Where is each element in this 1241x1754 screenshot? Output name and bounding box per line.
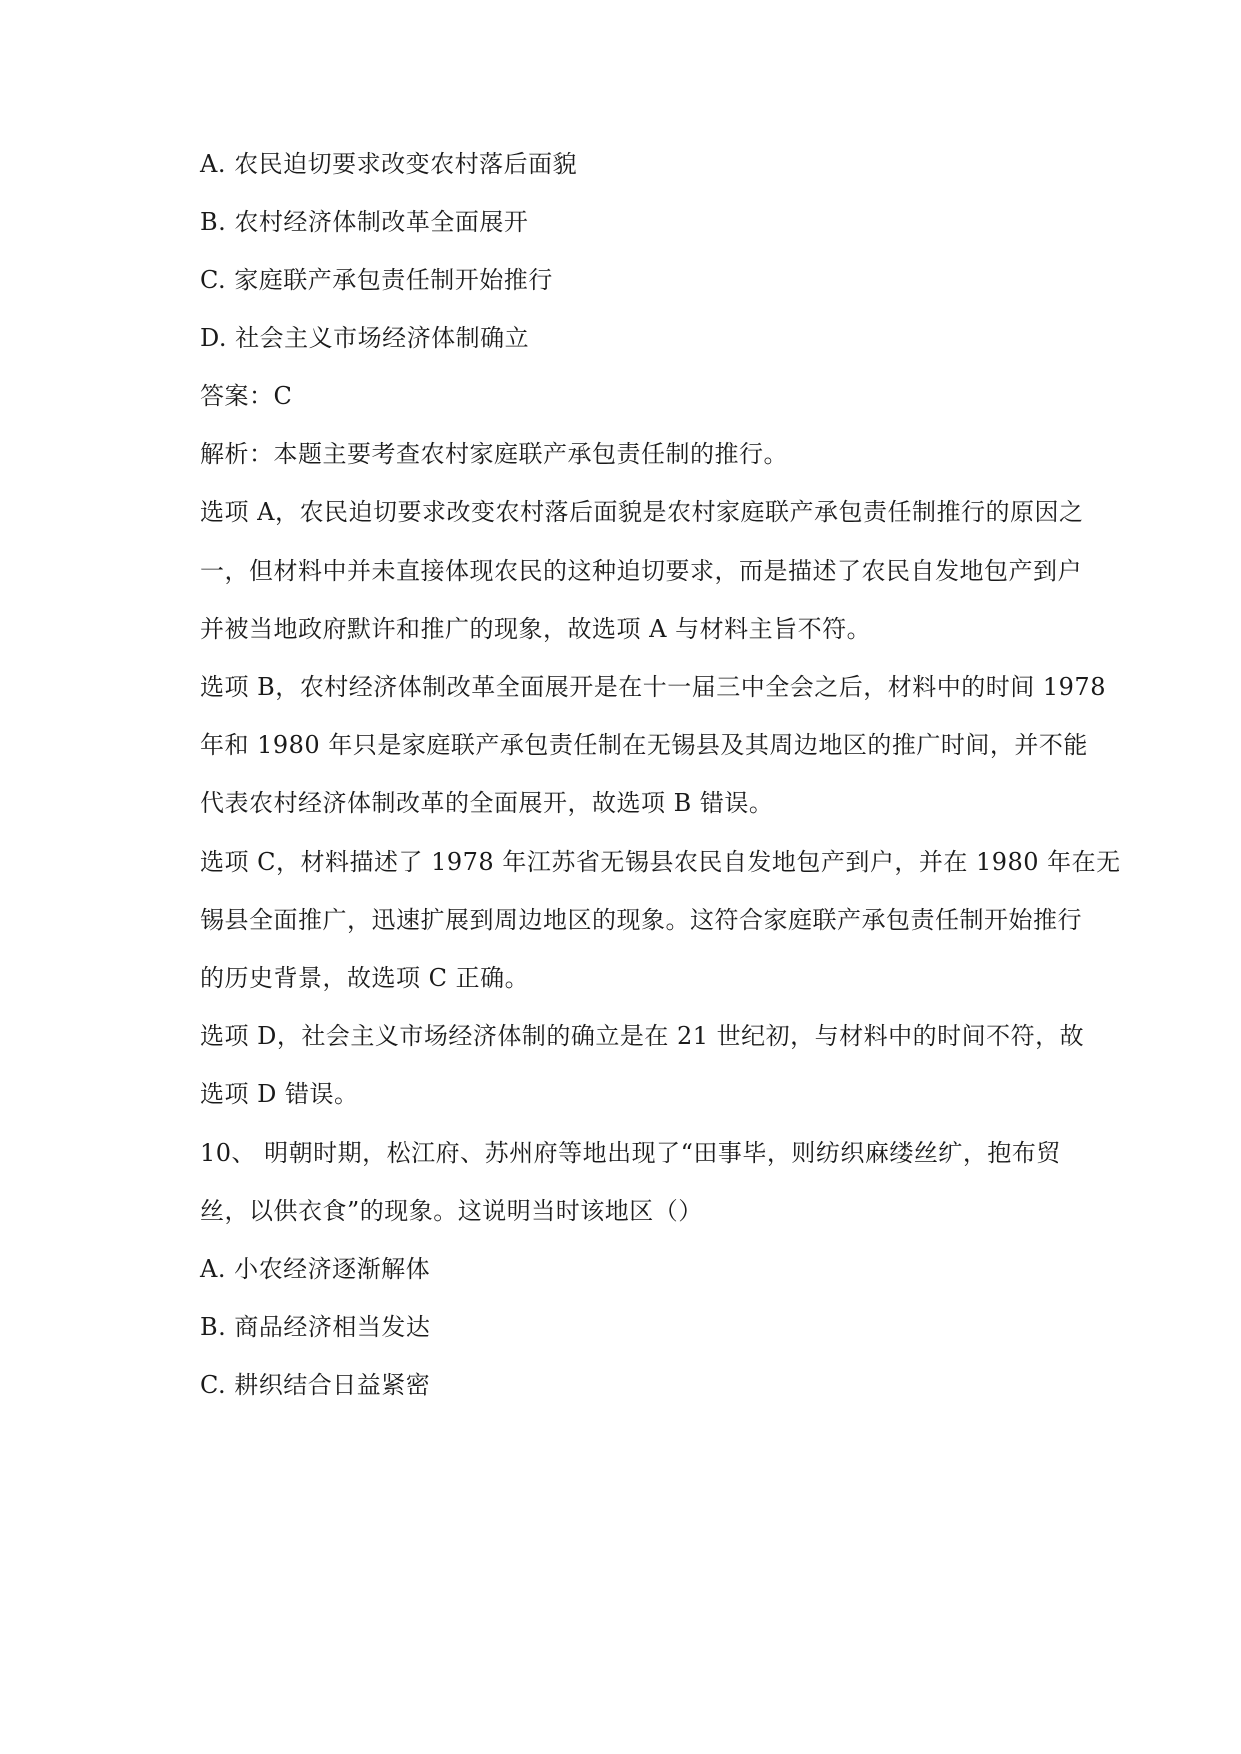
q9-explanation-b-line: 年和 1980 年只是家庭联产承包责任制在无锡县及其周边地区的推广时间，并不能 xyxy=(200,731,1088,759)
q9-option-a: A. 农民迫切要求改变农村落后面貌 xyxy=(200,150,578,178)
q9-explanation-b-line: 选项 B，农村经济体制改革全面展开是在十一届三中全会之后，材料中的时间 1978 xyxy=(200,673,1106,701)
q9-explanation-b-line: 代表农村经济体制改革的全面展开，故选项 B 错误。 xyxy=(200,789,774,817)
q10-stem-line: 10、 明朝时期，松江府、苏州府等地出现了“田事毕，则纺织麻缕丝纩，抱布贸 xyxy=(200,1139,1061,1167)
q10-stem-line: 丝，以供衣食”的现象。这说明当时该地区（） xyxy=(200,1197,703,1225)
q9-option-c: C. 家庭联产承包责任制开始推行 xyxy=(200,266,553,294)
q9-explanation-a-line: 并被当地政府默许和推广的现象，故选项 A 与材料主旨不符。 xyxy=(200,615,872,643)
q9-analysis: 解析：本题主要考查农村家庭联产承包责任制的推行。 xyxy=(200,440,788,468)
q9-explanation-d-line: 选项 D 错误。 xyxy=(200,1080,359,1108)
q10-option-b: B. 商品经济相当发达 xyxy=(200,1313,431,1341)
q9-explanation-a-line: 选项 A，农民迫切要求改变农村落后面貌是农村家庭联产承包责任制推行的原因之 xyxy=(200,498,1084,526)
q9-explanation-a-line: 一，但材料中并未直接体现农民的这种迫切要求，而是描述了农民自发地包产到户 xyxy=(200,557,1082,585)
q9-explanation-c-line: 锡县全面推广，迅速扩展到周边地区的现象。这符合家庭联产承包责任制开始推行 xyxy=(200,906,1082,934)
q9-explanation-c-line: 的历史背景，故选项 C 正确。 xyxy=(200,964,530,992)
q10-option-a: A. 小农经济逐渐解体 xyxy=(200,1255,431,1283)
q9-option-d: D. 社会主义市场经济体制确立 xyxy=(200,324,530,352)
q9-answer: 答案：C xyxy=(200,382,293,410)
q9-explanation-c-line: 选项 C，材料描述了 1978 年江苏省无锡县农民自发地包产到户，并在 1980 年在无 xyxy=(200,848,1121,876)
q9-option-b: B. 农村经济体制改革全面展开 xyxy=(200,208,529,236)
q10-option-c: C. 耕织结合日益紧密 xyxy=(200,1371,431,1399)
q9-explanation-d-line: 选项 D，社会主义市场经济体制的确立是在 21 世纪初，与材料中的时间不符，故 xyxy=(200,1022,1085,1050)
